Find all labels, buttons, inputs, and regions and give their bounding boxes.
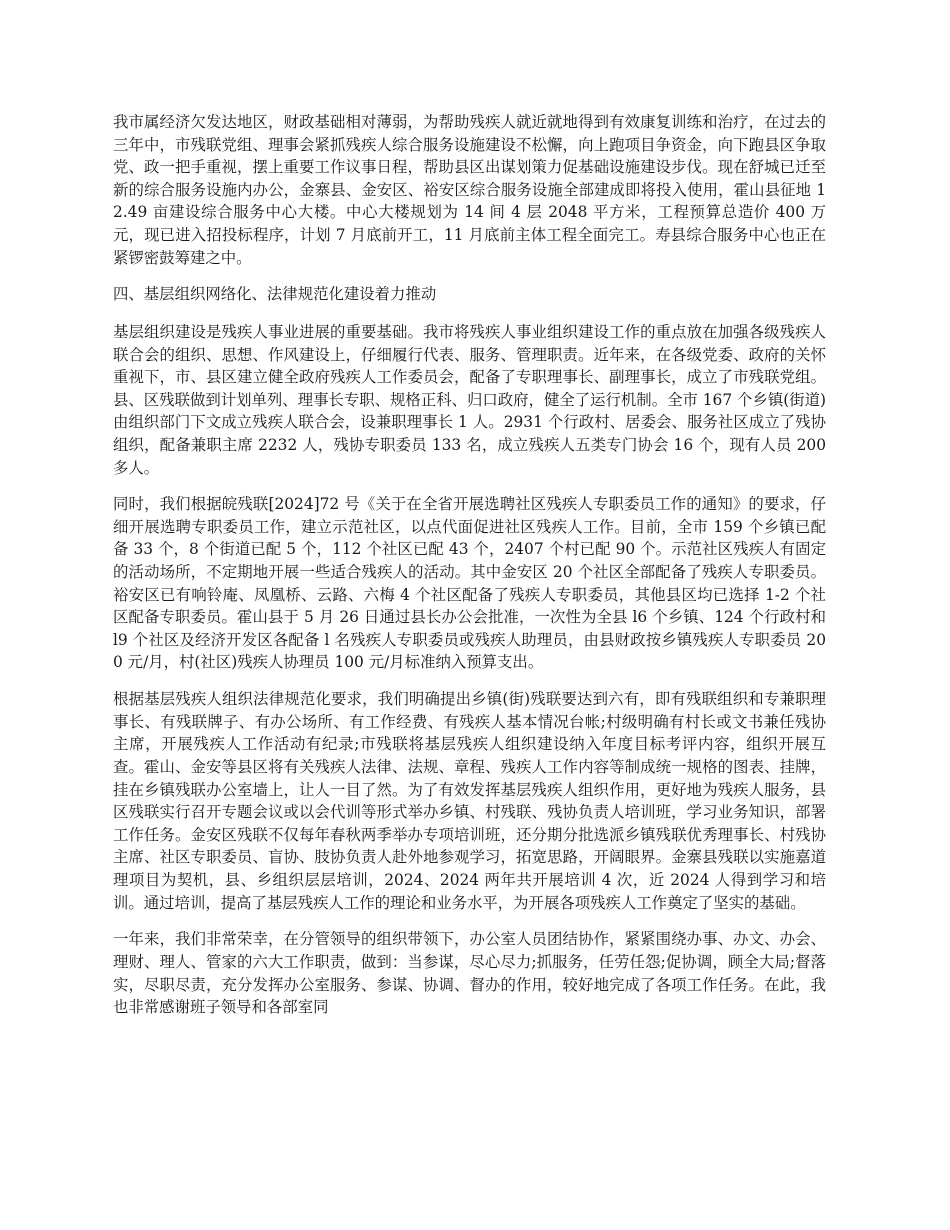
document-body <box>113 111 826 1033</box>
paragraph-organization-building: 基层组织建设是残疾人事业进展的重要基础。我市将残疾人事业组织建设工作的重点放在加强各级残疾人联合会的组织、思想、作风建设上，仔细履行代表、服务、管理职责。近年来，在各级党委、政府的关怀重视下，市、县区建立健全政府残疾人工作委员会，配备了专职理事长、副理事长，成立了市残联党组。县、区残联做到计划单列、理事长专职、规格正科、归口政府，健全了运行机制。全市 167 个乡镇(街道)由组织部门下文成立残疾人联合会，设兼职理事长 1 人。2931 个行政村、居委会、服务社区成立了残协组织，配备兼职主席 2232 人，残协专职委员 133 名，成立残疾人五类专门协会 16 个，现有人员 200 多人。 <box>113 322 826 477</box>
paragraph-office-summary: 一年来，我们非常荣幸，在分管领导的组织带领下，办公室人员团结协作，紧紧围绕办事、办文、办会、理财、理人、管家的六大工作职责，做到：当参谋，尽心尽力;抓服务，任劳任怨;促协调，顾全大局;督落实，尽职尽责，充分发挥办公室服务、参谋、协调、督办的作用，较好地完成了各项工作任务。在此，我也非常感谢班子领导和各部室同 <box>113 930 826 1017</box>
paragraph-legal-standardization: 根据基层残疾人组织法律规范化要求，我们明确提出乡镇(街)残联要达到六有，即有残联组织和专兼职理事长、有残联牌子、有办公场所、有工作经费、有残疾人基本情况台帐;村级明确有村长或文书兼任残协主席，开展残疾人工作活动有纪录;市残联将基层残疾人组织建设纳入年度目标考评内容，组织开展互查。霍山、金安等县区将有关残疾人法律、法规、章程、残疾人工作内容等制成统一规格的图表、挂牌，挂在乡镇残联办公室墙上，让人一目了然。为了有效发挥基层残疾人组织作用，更好地为残疾人服务，县区残联实行召开专题会议或以会代训等形式举办乡镇、村残联、残协负责人培训班，学习业务知识，部署工作任务。金安区残联不仅每年春秋两季举办专项培训班，还分期分批选派乡镇残联优秀理事长、村残协主席、社区专职委员、盲协、肢协负责人赴外地参观学习，拓宽思路，开阔眼界。金寨县残联以实施嘉道理项目为契机，县、乡组织层层培训，2024、2024 两年共开展培训 4 次，近 2024 人得到学习和培训。通过培训，提高了基层残疾人工作的理论和业务水平，为开展各项残疾人工作奠定了坚实的基础。 <box>113 690 826 912</box>
section-heading: 四、基层组织网络化、法律规范化建设着力推动 <box>113 285 437 304</box>
paragraph-facility-construction: 我市属经济欠发达地区，财政基础相对薄弱，为帮助残疾人就近就地得到有效康复训练和治疗，在过去的三年中，市残联党组、理事会紧抓残疾人综合服务设施建设不松懈，向上跑项目争资金，向下跑县区争取党、政一把手重视，摆上重要工作议事日程，帮助县区出谋划策力促基础设施建设步伐。现在舒城已迁至新的综合服务设施内办公，金寨县、金安区、裕安区综合服务设施全部建成即将投入使用，霍山县征地 12.49 亩建设综合服务中心大楼。中心大楼规划为 14 间 4 层 2048 平方米，工程预算总造价 400 万元，现已进入招投标程序，计划 7 月底前开工，11 月底前主体工程全面完工。寿县综合服务中心也正在紧锣密鼓筹建之中。 <box>113 113 826 267</box>
paragraph-community-committee: 同时，我们根据皖残联[2024]72 号《关于在全省开展选聘社区残疾人专职委员工作的通知》的要求，仔细开展选聘专职委员工作，建立示范社区，以点代面促进社区残疾人工作。目前，全市 159 个乡镇已配备 33 个，8 个街道已配 5 个，112 个社区已配 43 个，2407 个村已配 90 个。示范社区残疾人有固定的活动场所，不定期地开展一些适合残疾人的活动。其中金安区 20 个社区全部配备了残疾人专职委员。裕安区已有响铃庵、凤凰桥、云路、六梅 4 个社区配备了残疾人专职委员，其他县区均已选择 1-2 个社区配备专职委员。霍山县于 5 月 26 日通过县长办公会批准，一次性为全县 l6 个乡镇、124 个行政村和 l9 个社区及经济开发区各配备 l 名残疾人专职委员或残疾人助理员，由县财政按乡镇残疾人专职委员 200 元/月，村(社区)残疾人协理员 100 元/月标准纳入预算支出。 <box>113 495 826 672</box>
